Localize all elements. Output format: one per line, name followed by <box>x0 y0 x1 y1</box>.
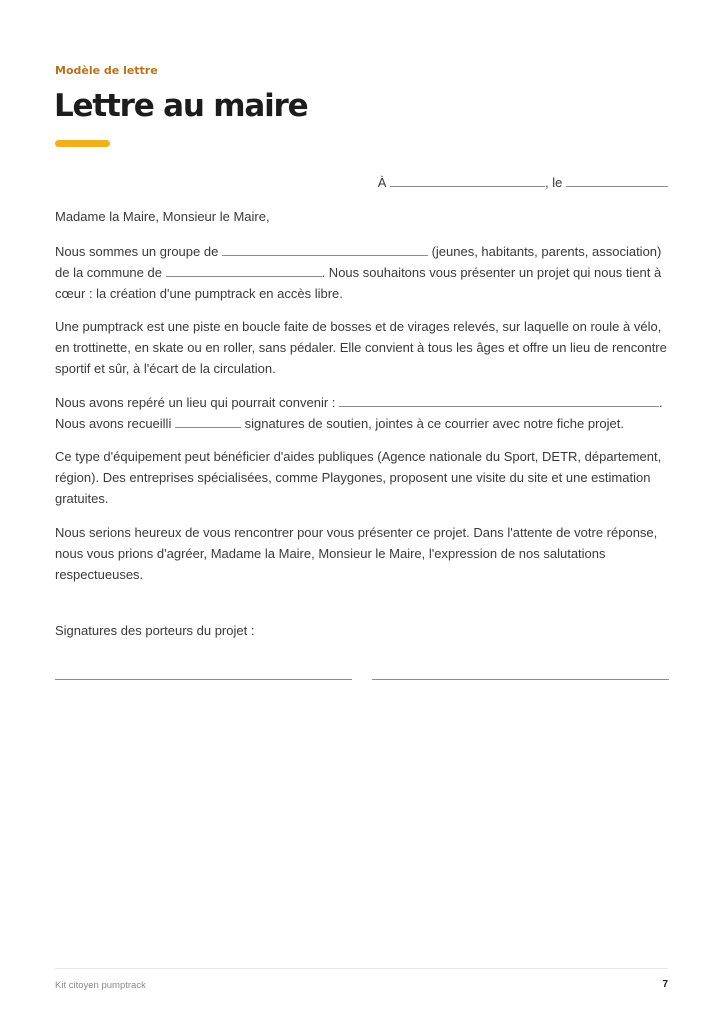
signatures-text-b: signatures de soutien, jointes à ce courrier avec notre fiche projet. <box>244 416 624 431</box>
date-prefix: , le <box>545 175 563 190</box>
place-prefix: À <box>377 175 387 190</box>
footer-divider <box>55 968 668 969</box>
date-blank[interactable] <box>566 174 668 187</box>
title-accent-bar <box>55 140 110 147</box>
signature-line-1[interactable] <box>55 679 352 680</box>
group-blank[interactable] <box>222 243 428 256</box>
paragraph-site-signatures <box>55 392 669 434</box>
signatures-label: Signatures des porteurs du projet : <box>55 623 255 638</box>
site-text: Nous avons repéré un lieu qui pourrait convenir : <box>55 395 336 410</box>
intro-text-a: Nous sommes un groupe de <box>55 244 219 259</box>
page-number: 7 <box>662 979 668 990</box>
commune-blank[interactable] <box>166 264 322 277</box>
signatures-text-a: Nous avons recueilli <box>55 416 172 431</box>
eyebrow-label: Modèle de lettre <box>55 64 158 77</box>
footer-document-title: Kit citoyen pumptrack <box>55 980 146 991</box>
site-blank[interactable] <box>339 394 659 407</box>
paragraph-closing: Nous serions heureux de vous rencontrer pour vous présenter ce projet. Dans l'attente de votre réponse, nous vous prions d'agréer, Madame la Maire, Monsieur le Maire, l'expression de nos salutations respectueuses. <box>55 525 658 582</box>
paragraph-intro <box>55 241 669 304</box>
signatures-count-blank[interactable] <box>175 415 241 428</box>
page-title: Lettre au maire <box>54 88 308 124</box>
place-blank[interactable] <box>390 174 545 187</box>
signature-line-2[interactable] <box>372 679 669 680</box>
intro-text-c: . Nous souhaitons vous présenter un projet qui nous tient à cœur : la création d'une pumptrack en accès libre. <box>55 265 662 301</box>
site-period: . <box>659 395 663 410</box>
salutation: Madame la Maire, Monsieur le Maire, <box>55 209 270 224</box>
intro-text-b: (jeunes, habitants, parents, association) de la commune de <box>55 244 662 280</box>
paragraph-funding: Ce type d'équipement peut bénéficier d'aides publiques (Agence nationale du Sport, DETR, département, région). Des entreprises spécialisées, comme Playgones, proposent une visite du site et une estimation gratuites. <box>55 449 662 506</box>
paragraph-pumptrack-description: Une pumptrack est une piste en boucle faite de bosses et de virages relevés, sur laquelle on roule à vélo, en trottinette, en skate ou en roller, sans pédaler. Elle convient à tous les âges et offre un lieu de rencontre sportif et sûr, à l'écart de la circulation. <box>55 319 667 376</box>
place-date-line <box>378 172 668 193</box>
